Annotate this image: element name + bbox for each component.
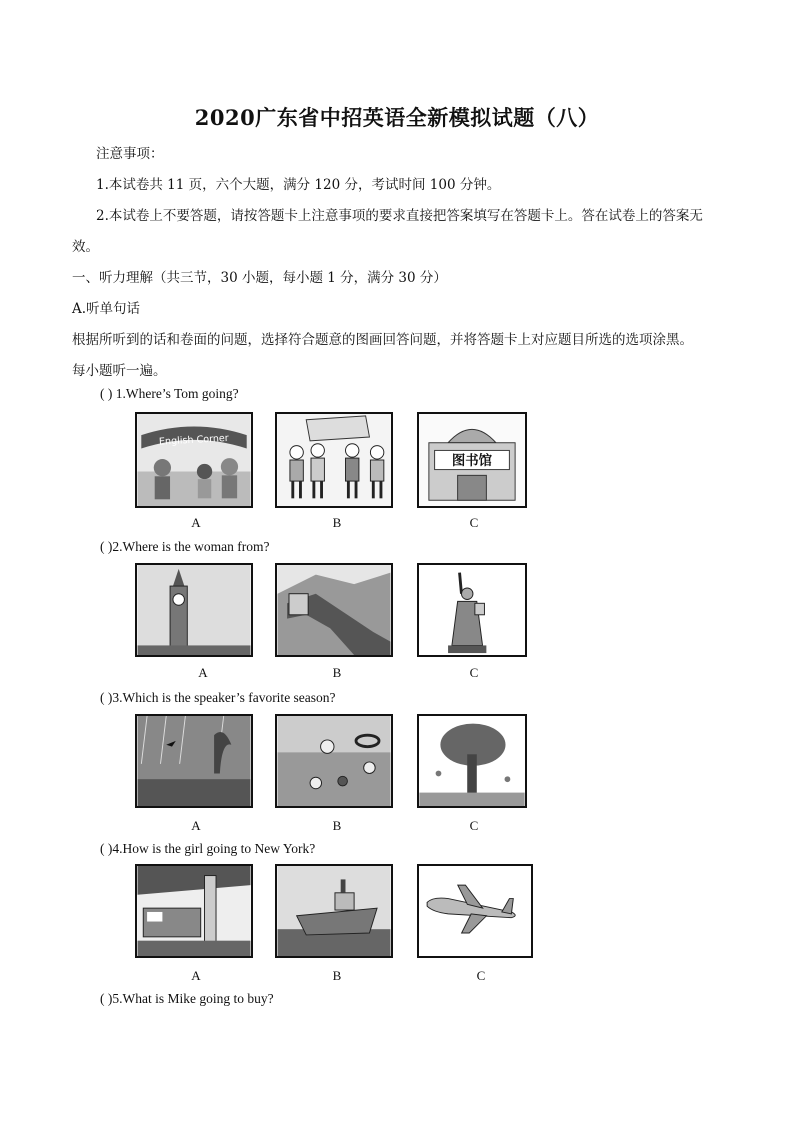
question-5: ( )5.What is Mike going to buy? xyxy=(100,991,274,1006)
part-a-heading: A.听单句话 xyxy=(72,301,141,317)
english-club-icon xyxy=(277,414,391,506)
airplane-icon xyxy=(419,866,531,956)
q3-image-a[interactable] xyxy=(135,714,253,808)
q1a-sign-text: English Corner xyxy=(158,432,230,448)
q3-image-b[interactable] xyxy=(275,714,393,808)
great-wall-icon xyxy=(277,565,391,655)
spring-rain-icon xyxy=(137,716,251,806)
page-title: 2020广东省中招英语全新模拟试题（八） xyxy=(194,105,600,130)
q1-option-b: B xyxy=(332,515,342,530)
instruction: 根据所听到的话和卷面的问题，选择符合题意的图画回答问题，并将答题卡上对应题目所选的选项涂黑。 xyxy=(72,332,693,348)
train-icon xyxy=(137,866,251,956)
notice-item-2: 2.本试卷上不要答题，请按答题卡上注意事项的要求直接把答案填写在答题卡上。答在试卷上的答案无 xyxy=(96,208,703,224)
q4-option-c: C xyxy=(476,968,486,983)
question-4: ( )4.How is the girl going to New York? xyxy=(100,841,316,856)
q2-option-b: B xyxy=(332,665,342,680)
instruction-cont: 每小题听一遍。 xyxy=(72,363,167,379)
q4-image-b[interactable] xyxy=(275,864,393,958)
question-1: ( ) 1.Where’s Tom going? xyxy=(100,386,239,401)
q4-option-a: A xyxy=(191,968,201,983)
section-heading: 一、听力理解（共三节，30 小题，每小题 1 分，满分 30 分） xyxy=(72,270,447,286)
statue-of-liberty-icon xyxy=(419,565,525,655)
q3-option-c: C xyxy=(469,818,479,833)
autumn-tree-icon xyxy=(419,716,525,806)
question-2: ( )2.Where is the woman from? xyxy=(100,539,270,554)
q3-option-a: A xyxy=(191,818,201,833)
q1-option-a: A xyxy=(191,515,201,530)
summer-swimming-icon xyxy=(277,716,391,806)
notice-heading: 注意事项： xyxy=(96,146,164,162)
q1-image-a[interactable] xyxy=(135,412,253,508)
english-corner-icon xyxy=(137,414,251,506)
notice-item-1: 1.本试卷共 11 页，六个大题，满分 120 分，考试时间 100 分钟。 xyxy=(96,177,501,193)
library-icon xyxy=(419,414,525,506)
q2-option-a: A xyxy=(198,665,208,680)
ship-icon xyxy=(277,866,391,956)
q2-image-c[interactable] xyxy=(417,563,527,657)
q1-image-b[interactable] xyxy=(275,412,393,508)
question-3: ( )3.Which is the speaker’s favorite season? xyxy=(100,690,336,705)
q1-option-c: C xyxy=(469,515,479,530)
q3-option-b: B xyxy=(332,818,342,833)
notice-item-2-cont: 效。 xyxy=(72,239,99,255)
q3-image-c[interactable] xyxy=(417,714,527,808)
q1c-sign-text: 图书馆 xyxy=(451,453,493,469)
q1-image-c[interactable] xyxy=(417,412,527,508)
q4-image-a[interactable] xyxy=(135,864,253,958)
big-ben-icon xyxy=(137,565,251,655)
q2-image-a[interactable] xyxy=(135,563,253,657)
q2-option-c: C xyxy=(469,665,479,680)
q2-image-b[interactable] xyxy=(275,563,393,657)
q4-option-b: B xyxy=(332,968,342,983)
q4-image-c[interactable] xyxy=(417,864,533,958)
